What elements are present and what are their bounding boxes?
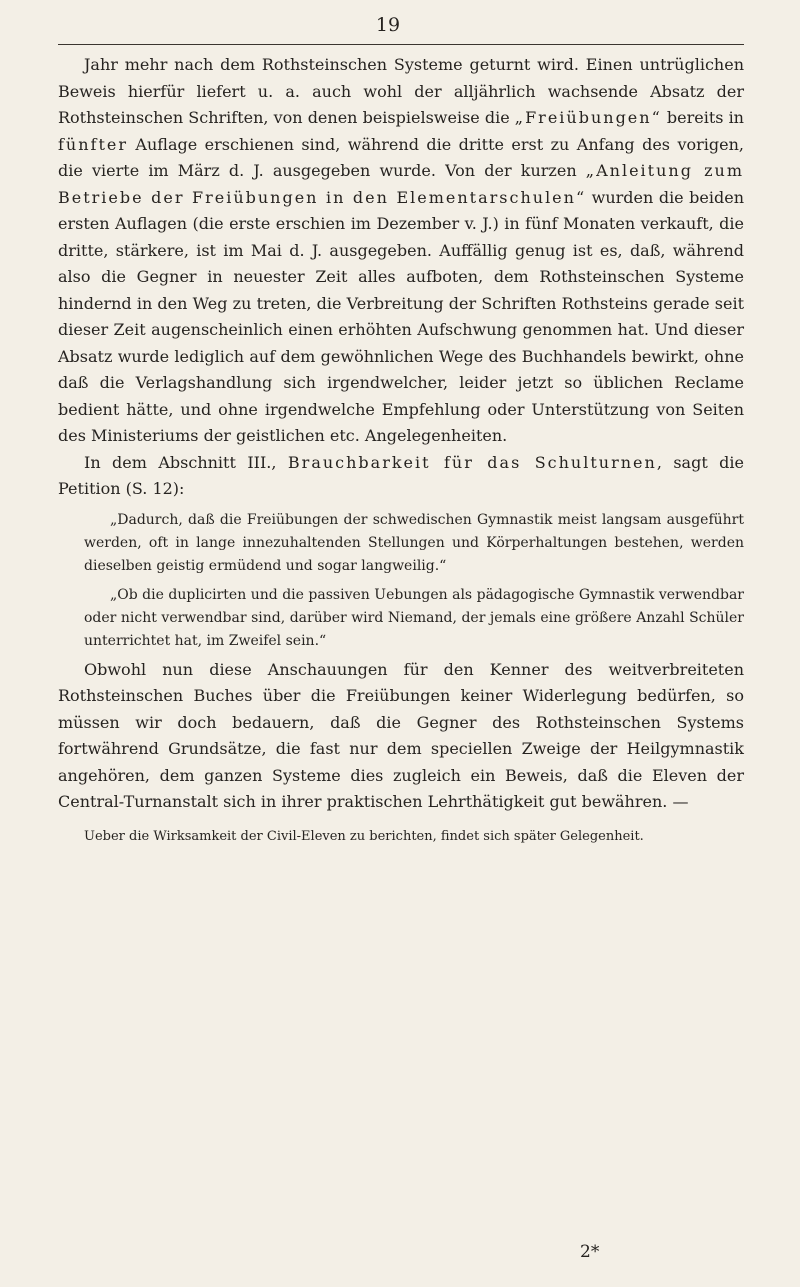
paragraph-text: In dem Abschnitt III., — [84, 452, 288, 472]
emphasis-fuenfter: fünfter — [58, 134, 128, 154]
paragraph-anschauungen: Obwohl nun diese Anschauungen für den Kenner des weitverbreiteten Rothsteinschen Buches über die Freiübungen keiner Widerlegung bedürfen, so müssen wir doch bedauern, daß die Gegner des Rothsteinschen Systems fortwährend Grundsätze, die fast nur dem speciellen Zweige der Heilgymnastik angehören, dem ganzen Systeme dies zugleich ein Beweis, daß die Eleven der Central-Turnanstalt sich in ihrer praktischen Lehrthätigkeit gut bewähren. — — [58, 659, 744, 811]
section-title-brauchbarkeit: Brauchbarkeit für das Schulturnen — [287, 452, 657, 472]
quote-freiuebungen: „Dadurch, daß die Freiübungen der schwedischen Gymnastik meist langsam ausgeführt werden, oft in lange innezuhaltenden Stellungen und Körperhaltungen bestehen, werden dieselben geistig ermüdend und sogar langweilig.“ — [84, 511, 744, 574]
paragraph-text: Jahr mehr nach dem Rothsteinschen Systeme geturnt wird. Einen untrüglichen Beweis hierfür liefert u. a. auch wohl der alljährlich wachsende Absatz der Rothsteinschen Schriften, von denen beispielsweise die — [58, 55, 744, 127]
paragraph-rothstein-system — [58, 52, 744, 450]
paragraph-text: Auflage erschienen sind, während die dritte erst zu Anfang des vorigen, die vierte im März d. J. ausgegeben wurde. Von der kurzen — [58, 134, 744, 180]
sheet-signature: 2* — [580, 1242, 600, 1262]
paragraph-text: , sagt die Petition (S. 12): — [58, 452, 744, 498]
book-title-anleitung: „Anleitung zum Betriebe der Freiübungen in den Elementarschulen“ — [58, 161, 744, 207]
book-title-freiuebungen: „Freiübungen“ — [514, 108, 662, 127]
quote-duplicirte-uebungen: „Ob die duplicirten und die passiven Uebungen als pädagogische Gymnastik verwendbar oder nicht verwendbar sind, darüber wird Niemand, der jemals eine größere Anzahl Schüler unterrichtet hat, im Zweifel sein.“ — [84, 586, 744, 649]
header-rule — [58, 44, 744, 45]
paragraph-text: wurden die beiden ersten Auflagen (die erste erschien im Dezember v. J.) in fünf Monaten verkauft, die dritte, stärkere, ist im Mai d. J. ausgegeben. Auffällig genug ist es, daß, während also die Gegner in neuester Zeit alles aufboten, dem Rothsteinschen Systeme hindernd in den Weg zu treten, die Verbreitung der Schriften Rothsteins gerade seit dieser Zeit augenscheinlich einen erhöhten Aufschwung genommen hat. Und dieser Absatz wurde lediglich auf dem gewöhnlichen Wege des Buchhandels bewirkt, ohne daß die Verlagshandlung sich irgendwelcher, leider jetzt so üblichen Reclame bedient hätte, und ohne irgendwelche Empfehlung oder Unterstützung von Seiten des Ministeriums der geistlichen etc. Angelegenheiten. — [58, 187, 745, 445]
paragraph-text: bereits in — [661, 108, 744, 127]
body-text — [58, 52, 744, 847]
paragraph-petition — [58, 450, 744, 503]
page-number: 19 — [375, 14, 401, 36]
paragraph-civil-eleven: Ueber die Wirksamkeit der Civil-Eleven zu berichten, findet sich später Gelegenheit. — [84, 828, 644, 844]
